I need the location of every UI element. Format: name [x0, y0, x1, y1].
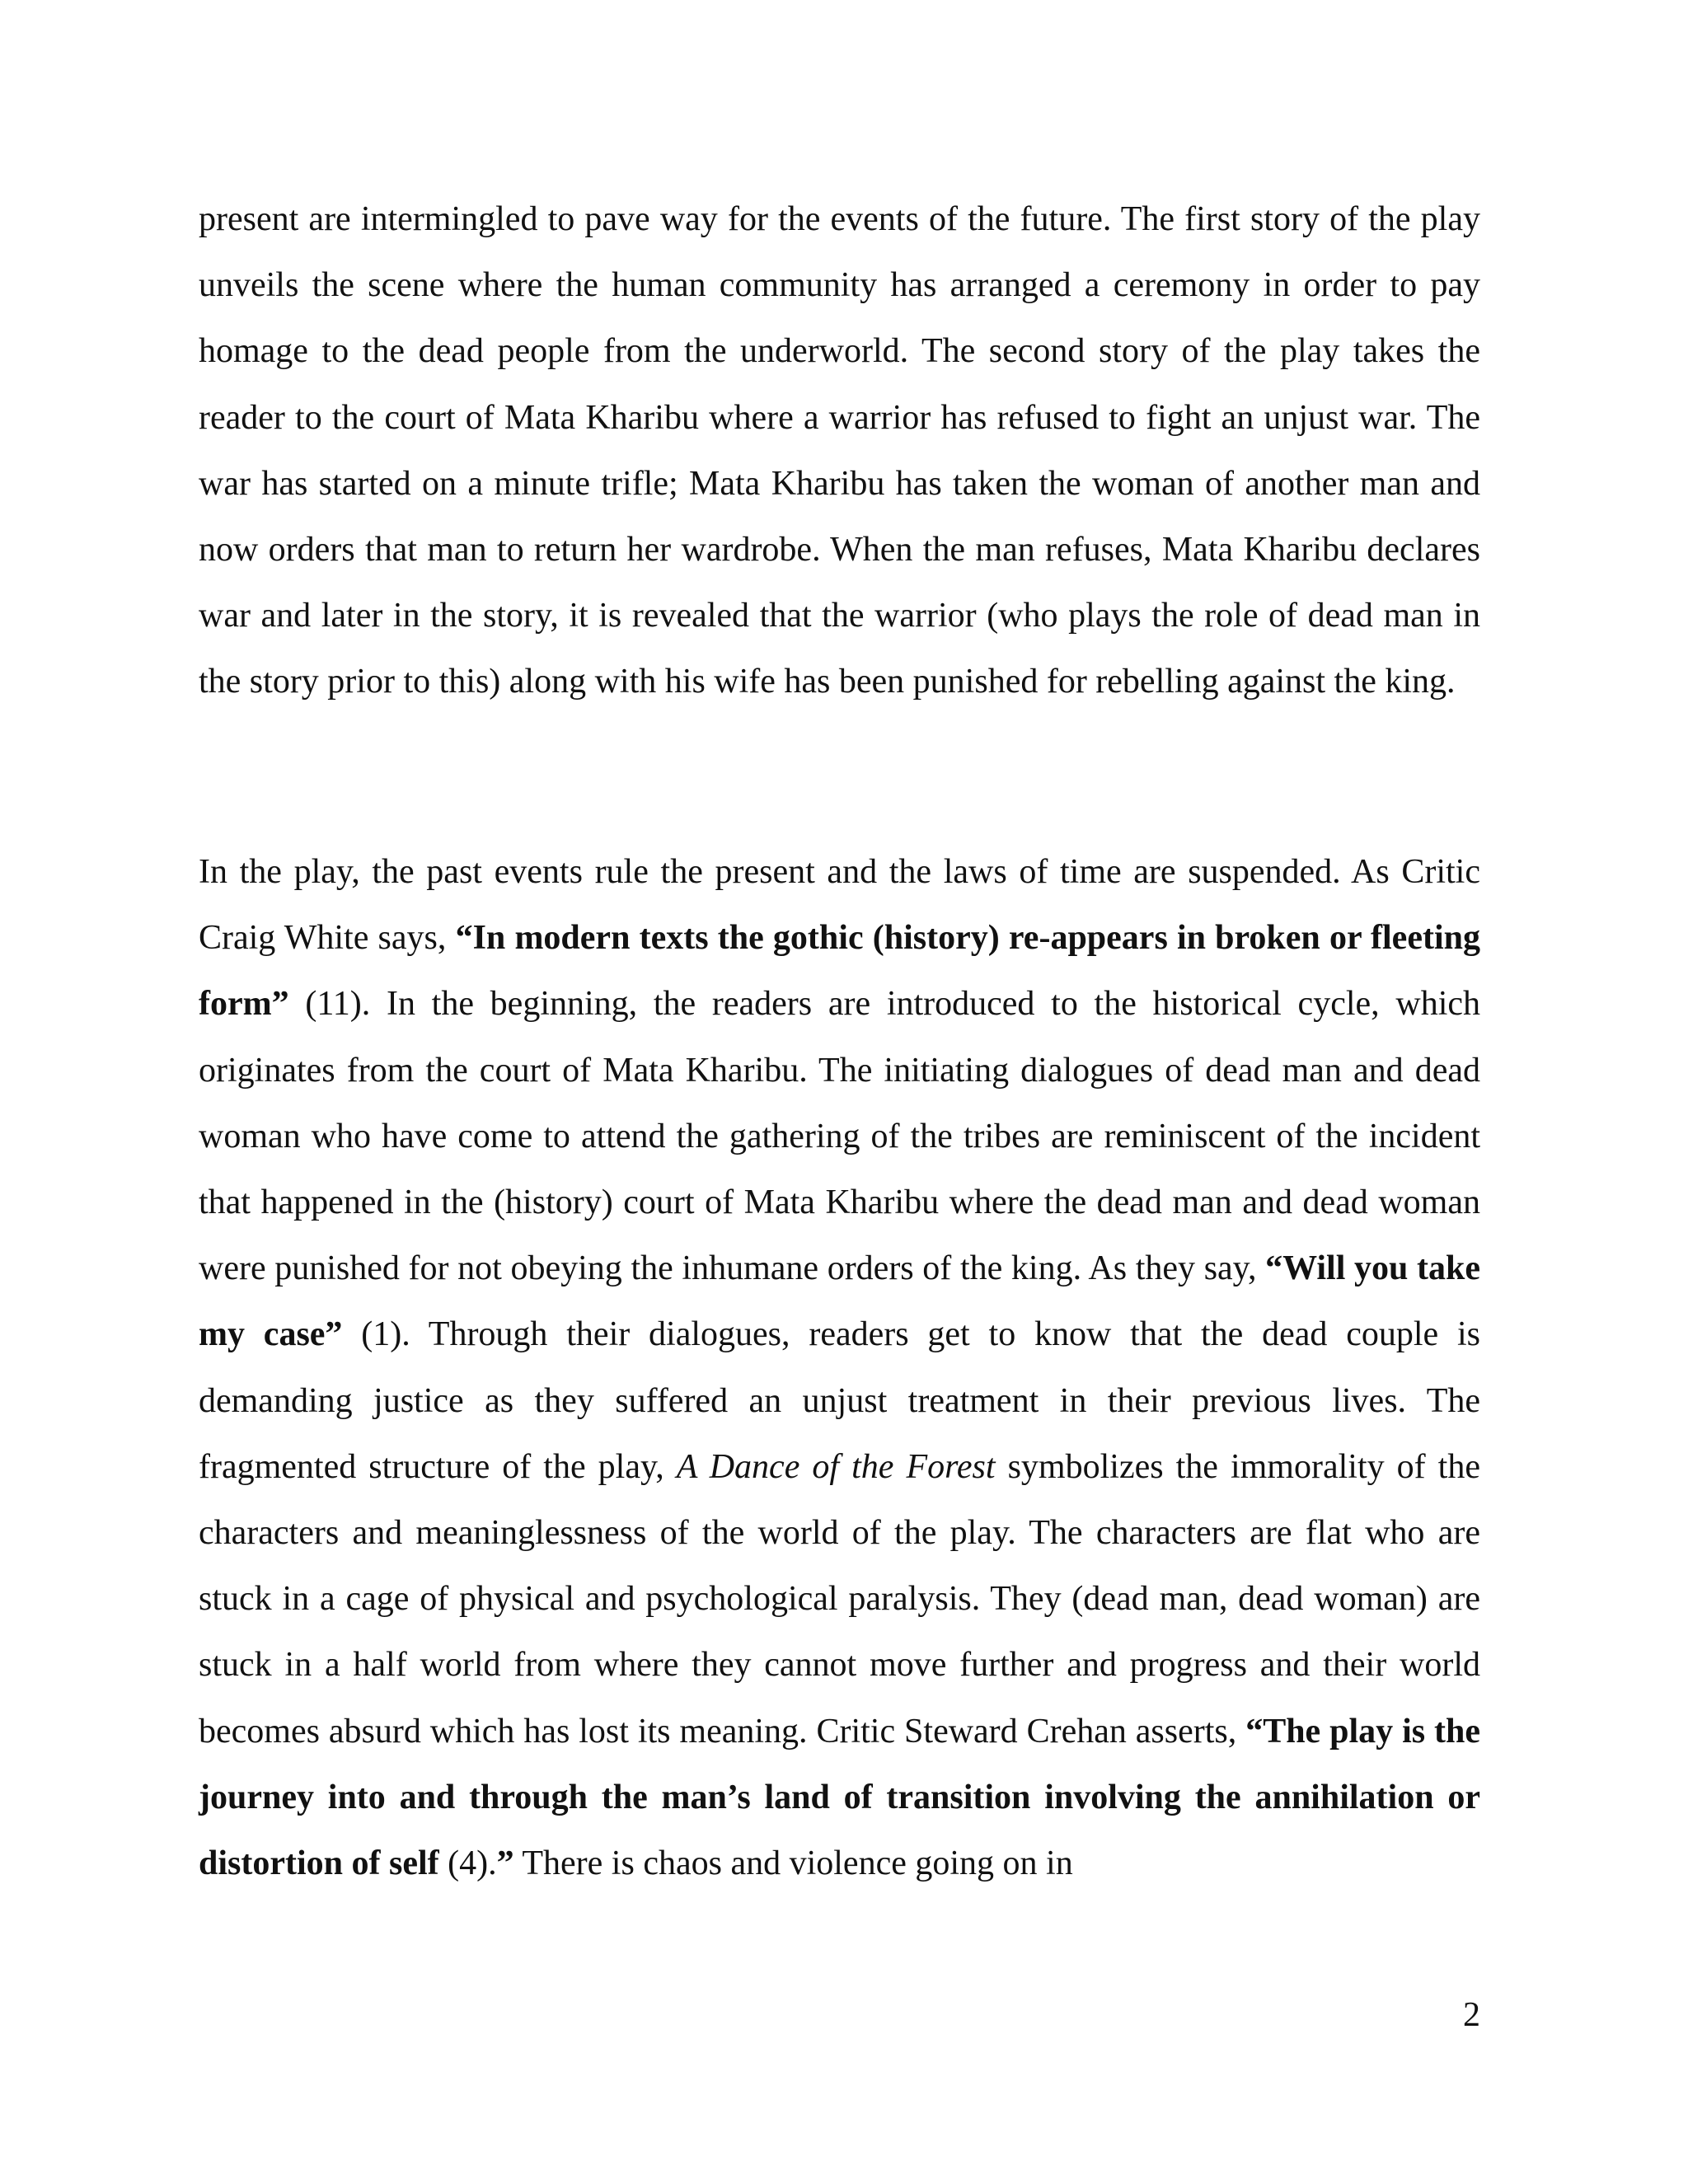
page-number: 2: [1463, 1996, 1480, 2034]
paragraph-2-citation: (4).: [438, 1844, 497, 1883]
paragraph-2-text-2: (11). In the beginning, the readers are introduced to the historical cycle, which originates from the court of Mata Kharibu. The initiating dialogues of dead man and dead woman who have come to attend the gathering of the tribes are reminiscent of the incident that happened in the (history) court of Mata Kharibu where the dead man and dead woman were punished for not obeying the inhumane orders of the king. As they say,: [199, 985, 1480, 1288]
paragraph-2-text-5: There is chaos and violence going on in: [513, 1844, 1073, 1883]
quote-close-mark: ”: [496, 1844, 514, 1883]
paragraph-2-text-3: (1). Through their dialogues, readers get to know that the dead couple is demanding justice as they suffered an unjust treatment in their previous lives. The fragmented structure of the play,: [199, 1315, 1480, 1486]
play-title: A Dance of the Forest: [676, 1447, 996, 1486]
quote-steward-crehan: “The play is the journey into and through the man’s land of transition involving the annihilation or distortion of self: [199, 1712, 1480, 1883]
paragraph-2-text-1: In the play, the past events rule the present and the laws of time are suspended. As Critic Craig White says,: [199, 853, 1480, 958]
paragraph-2: [199, 839, 1480, 1896]
paragraph-2-text-4: symbolizes the immorality of the characters and meaninglessness of the world of the play. The characters are flat who are stuck in a cage of physical and psychological paralysis. They (dead man, dead woman) are stuck in a half world from where they cannot move further and progress and their world becomes absurd which has lost its meaning. Critic Steward Crehan asserts,: [199, 1447, 1480, 1750]
paragraph-1-text: present are intermingled to pave way for the events of the future. The first story of the play unveils the scene where the human community has arranged a ceremony in order to pay homage to the dead people from the underworld. The second story of the play takes the reader to the court of Mata Kharibu where a warrior has refused to fight an unjust war. The war has started on a minute trifle; Mata Kharibu has taken the woman of another man and now orders that man to return her wardrobe. When the man refuses, Mata Kharibu declares war and later in the story, it is revealed that the warrior (who plays the role of dead man in the story prior to this) along with his wife has been punished for rebelling against the king.: [199, 200, 1480, 701]
quote-craig-white: “In modern texts the gothic (history) re-appears in broken or fleeting form”: [199, 919, 1480, 1024]
quote-will-you-take-my-case: “Will you take my case”: [199, 1249, 1481, 1354]
paragraph-1: [199, 186, 1480, 715]
